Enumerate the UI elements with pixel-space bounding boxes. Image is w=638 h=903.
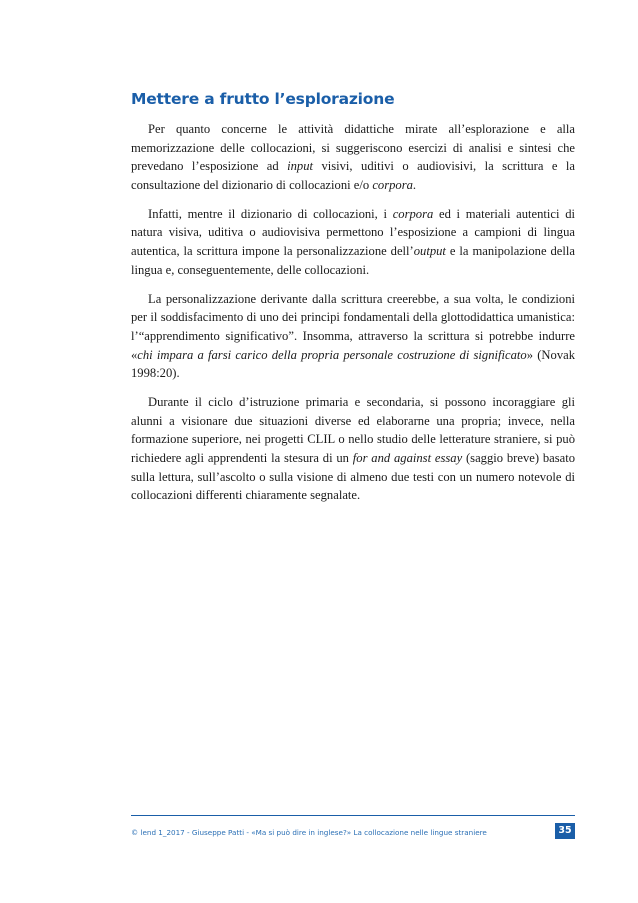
paragraph-2-text-b: ed i materiali autentici di natura visiva, uditiva o audiovisiva permettono l’esposizione a campioni di lingua autentica, la scrittura impone la personalizzazione dell’ — [131, 206, 575, 259]
paragraph-2-text-a: Infatti, mentre il dizionario di collocazioni, i — [148, 206, 393, 221]
paragraph-2-italic-output: output — [413, 244, 446, 259]
footer-citation-text: lend 1_2017 - Giuseppe Patti - «Ma si può dire in inglese?» La collocazione nelle lingue straniere — [138, 828, 487, 837]
copyright-symbol: © — [131, 828, 139, 837]
section-heading: Mettere a frutto l’esplorazione — [131, 90, 395, 108]
paragraph-3-text-b: » (Novak 1998:20). — [131, 347, 576, 381]
paragraph-3 — [131, 290, 575, 383]
paragraph-2-text-c: e la manipolazione della lingua e, conseguentemente, delle collocazioni. — [131, 244, 575, 277]
paragraph-1-text-c: . — [412, 177, 417, 192]
paragraph-1-text-a: Per quanto concerne le attività didattiche mirate all’esplorazione e alla memorizzazione delle collocazioni, si suggeriscono esercizi di analisi e sintesi che prevedano l’esposizione ad — [131, 122, 575, 174]
paragraph-1-italic-input: input — [287, 159, 313, 174]
paragraph-1-italic-corpora: corpora — [372, 177, 413, 192]
paragraph-1 — [131, 120, 575, 194]
footer-rule — [131, 815, 575, 816]
paragraph-3-text-a: La personalizzazione derivante dalla scrittura creerebbe, a sua volta, le condizioni per il soddisfacimento di uno dei principi fondamentali della glottodidattica umanistica: l’“apprendimento significativo”. Insomma, attraverso la scrittura si potrebbe indurre « — [131, 291, 575, 362]
paragraph-1-text-b: visivi, uditivi o audiovisivi, la scrittura e la consultazione del dizionario di collocazioni e/o — [131, 159, 575, 192]
paragraph-3-italic-quote: chi impara a farsi carico della propria personale costruzione di significato — [137, 347, 527, 362]
body-text — [131, 120, 575, 515]
paragraph-4-text-b: (saggio breve) basato sulla lettura, sull’ascolto o sulla visione di almeno due testi con un numero notevole di collocazioni differenti chiaramente segnalate. — [131, 451, 576, 503]
paragraph-2 — [131, 205, 575, 279]
paragraph-4-text-a: Durante il ciclo d’istruzione primaria e secondaria, si possono incoraggiare gli alunni a visionare due situazioni diverse ed elaborarne una propria; invece, nella formazione superiore, nei progetti CLIL o nello studio delle letterature straniere, si può richiedere agli apprendenti la stesura di un — [131, 395, 575, 465]
paragraph-2-italic-corpora: corpora — [392, 206, 434, 221]
page-number-badge: 35 — [555, 823, 575, 839]
paragraph-4-italic-essay: for and against essay — [352, 451, 463, 465]
paragraph-4 — [131, 393, 575, 505]
footer-citation — [131, 828, 531, 837]
